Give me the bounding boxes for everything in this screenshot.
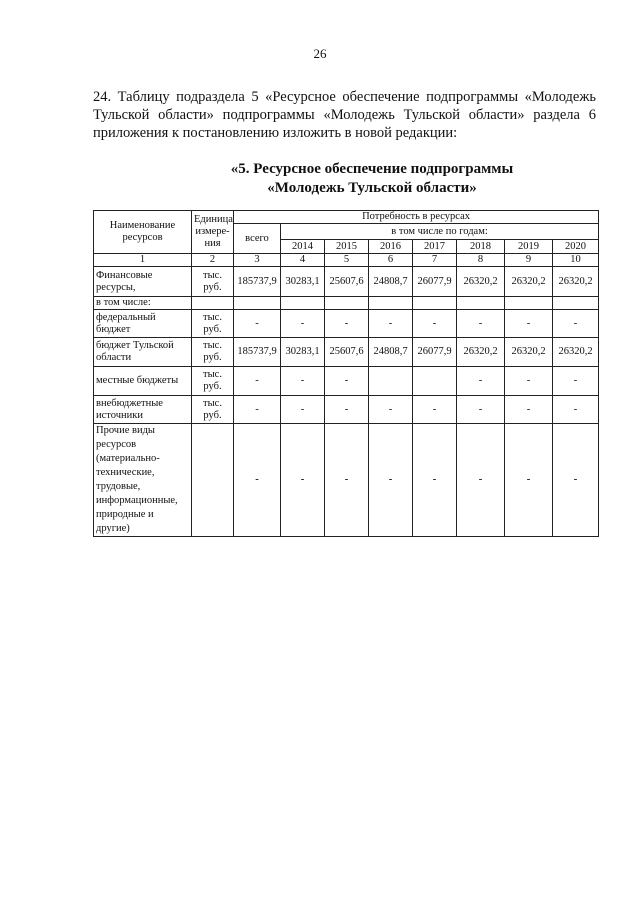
row-name: в том числе: [94, 297, 192, 310]
row-value [413, 297, 457, 310]
heading-line-2: «Молодежь Тульской области» [267, 180, 477, 196]
row-value: - [457, 310, 505, 338]
column-number: 2 [192, 254, 234, 267]
row-name: Финансовые ресурсы, [94, 267, 192, 297]
row-value [553, 297, 599, 310]
table-row [94, 310, 599, 338]
column-number: 4 [281, 254, 325, 267]
row-value: - [553, 310, 599, 338]
row-value: - [505, 367, 553, 396]
row-value: 24808,7 [369, 338, 413, 367]
row-value: 30283,1 [281, 338, 325, 367]
year-cell: 2020 [553, 240, 599, 254]
row-value: - [234, 396, 281, 424]
table-row [94, 367, 599, 396]
row-name: бюджет Тульской области [94, 338, 192, 367]
column-number: 3 [234, 254, 281, 267]
row-value: - [505, 310, 553, 338]
page-number: 26 [313, 46, 327, 61]
year-cell: 2018 [457, 240, 505, 254]
table-row [94, 338, 599, 367]
row-value: 25607,6 [325, 267, 369, 297]
year-cell: 2016 [369, 240, 413, 254]
row-unit: тыс. руб. [192, 267, 234, 297]
row-value: 26320,2 [553, 338, 599, 367]
row-value: - [553, 396, 599, 424]
row-name: внебюджетные источники [94, 396, 192, 424]
row-value: - [369, 424, 413, 537]
row-value: 26077,9 [413, 267, 457, 297]
row-value: - [553, 424, 599, 537]
row-value [413, 367, 457, 396]
table-row [94, 424, 599, 537]
column-number: 7 [413, 254, 457, 267]
row-value: - [281, 310, 325, 338]
row-value: - [234, 310, 281, 338]
year-cell: 2015 [325, 240, 369, 254]
row-unit [192, 297, 234, 310]
table-row [94, 267, 599, 297]
row-value: 30283,1 [281, 267, 325, 297]
header-unit: Единица измере-ния [192, 211, 234, 254]
row-name: Прочие виды ресурсов (материально-технические, трудовые, информационные, природные и другие) [94, 424, 192, 537]
row-value: - [234, 367, 281, 396]
row-value: - [281, 396, 325, 424]
row-value: - [457, 424, 505, 537]
row-value: 25607,6 [325, 338, 369, 367]
row-value [234, 297, 281, 310]
row-value: 26320,2 [457, 267, 505, 297]
row-unit: тыс. руб. [192, 396, 234, 424]
row-value: - [553, 367, 599, 396]
row-value: - [325, 310, 369, 338]
row-value: 24808,7 [369, 267, 413, 297]
row-value [457, 297, 505, 310]
row-unit [192, 424, 234, 537]
row-value: 185737,9 [234, 267, 281, 297]
row-value: - [325, 396, 369, 424]
row-value: - [457, 396, 505, 424]
heading-line-1: «5. Ресурсное обеспечение подпрограммы [230, 161, 514, 177]
section-heading [212, 160, 532, 198]
row-value [325, 297, 369, 310]
row-value: 26320,2 [505, 338, 553, 367]
column-number: 6 [369, 254, 413, 267]
row-value: - [505, 424, 553, 537]
column-numbers-row [94, 254, 599, 267]
row-value: - [413, 310, 457, 338]
column-number: 10 [553, 254, 599, 267]
row-value: - [413, 396, 457, 424]
row-value: - [325, 367, 369, 396]
header-need: Потребность в ресурсах [234, 211, 599, 224]
year-cell: 2017 [413, 240, 457, 254]
column-number: 9 [505, 254, 553, 267]
resource-table [93, 210, 599, 537]
row-value: - [325, 424, 369, 537]
row-value: - [457, 367, 505, 396]
row-value: - [413, 424, 457, 537]
column-number: 5 [325, 254, 369, 267]
row-value: - [281, 367, 325, 396]
row-name: федеральный бюджет [94, 310, 192, 338]
row-unit: тыс. руб. [192, 310, 234, 338]
table-row [94, 396, 599, 424]
row-value: 26320,2 [505, 267, 553, 297]
row-value: - [369, 396, 413, 424]
column-number: 1 [94, 254, 192, 267]
row-name: местные бюджеты [94, 367, 192, 396]
row-value [369, 297, 413, 310]
row-value [505, 297, 553, 310]
header-total: всего [234, 224, 281, 254]
row-value: - [281, 424, 325, 537]
row-value [281, 297, 325, 310]
header-name: Наименование ресурсов [94, 211, 192, 254]
row-value: 26320,2 [553, 267, 599, 297]
row-unit: тыс. руб. [192, 338, 234, 367]
row-value: - [234, 424, 281, 537]
table-row [94, 297, 599, 310]
header-row-1 [94, 211, 599, 224]
header-by-years: в том числе по годам: [281, 224, 599, 240]
year-cell: 2014 [281, 240, 325, 254]
intro-paragraph: 24. Таблицу подраздела 5 «Ресурсное обеспечение подпрограммы «Молодежь Тульской области» подпрограммы «Молодежь Тульской области» раздела 6 приложения к постановлению изложить в новой редакции: [93, 89, 596, 141]
row-value: 185737,9 [234, 338, 281, 367]
row-value [369, 367, 413, 396]
column-number: 8 [457, 254, 505, 267]
row-value: - [505, 396, 553, 424]
row-value: - [369, 310, 413, 338]
row-value: 26077,9 [413, 338, 457, 367]
row-value: 26320,2 [457, 338, 505, 367]
year-cell: 2019 [505, 240, 553, 254]
row-unit: тыс. руб. [192, 367, 234, 396]
